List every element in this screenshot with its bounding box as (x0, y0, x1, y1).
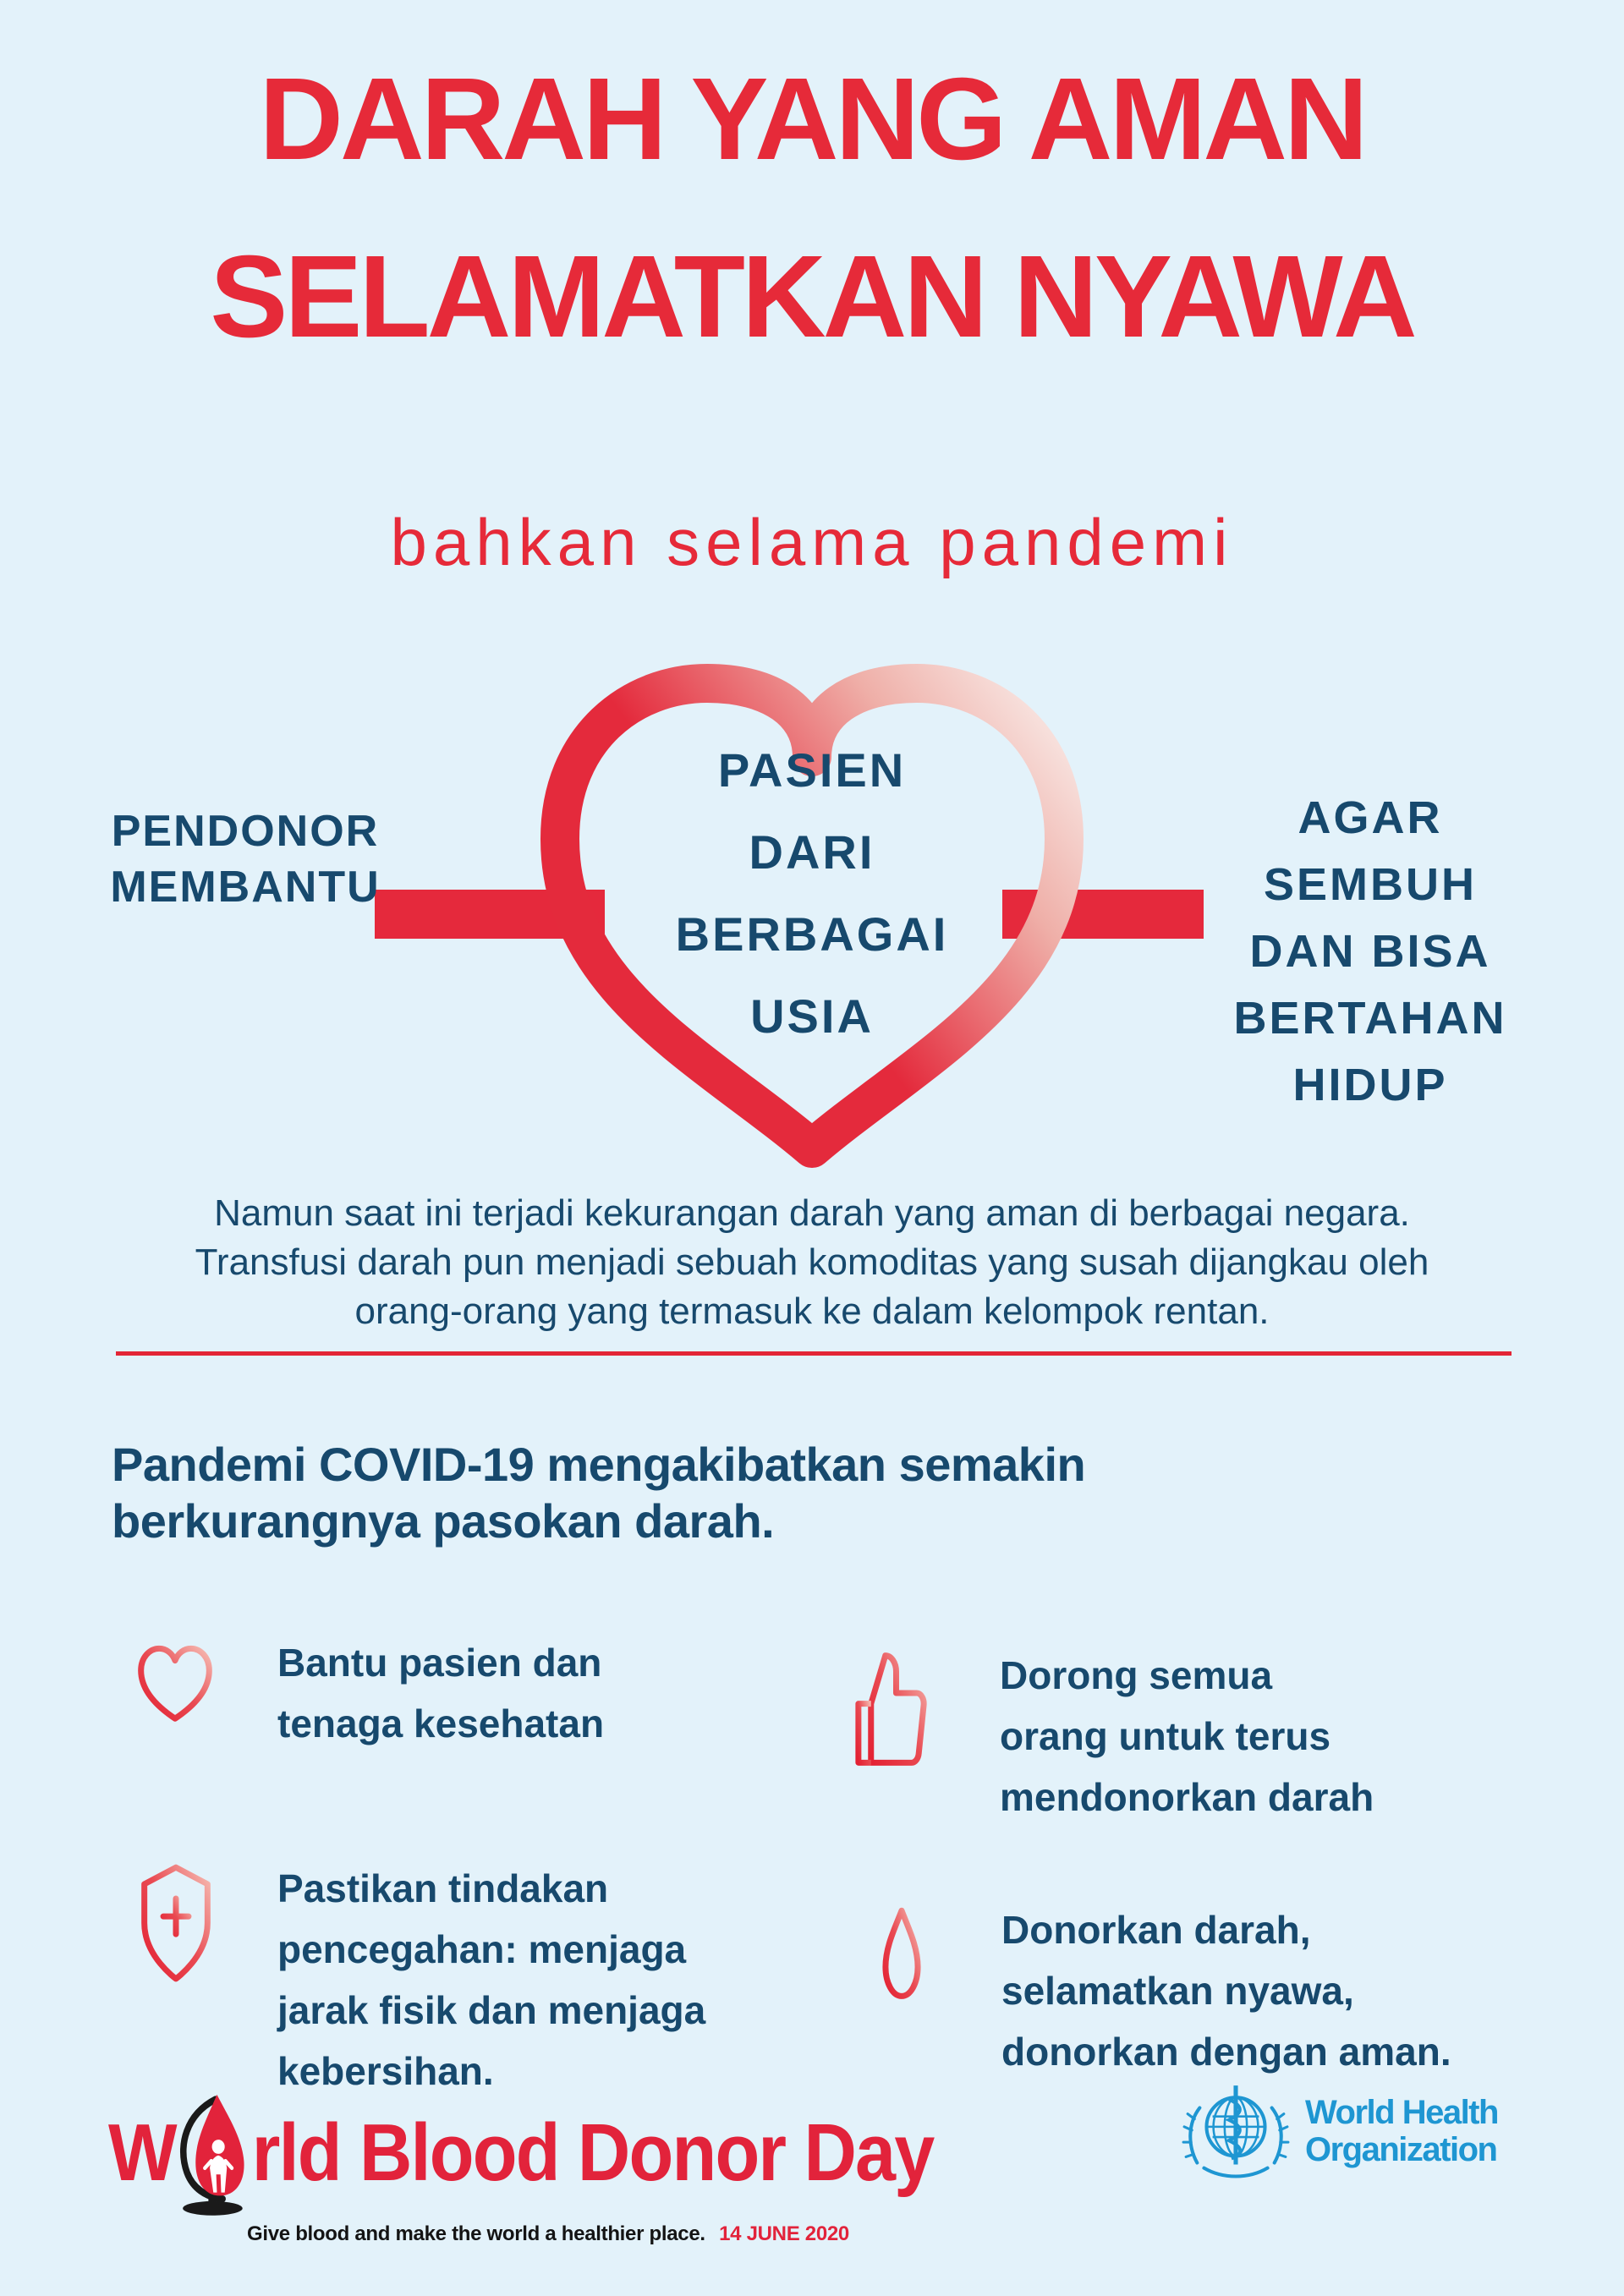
heart-label-patients-line: USIA (750, 989, 874, 1043)
shortage-paragraph-line: Namun saat ini terjadi kekurangan darah yang aman di berbagai negara. (214, 1192, 1410, 1234)
thumbs-up-icon (846, 1645, 932, 1773)
poster-title-line2: SELAMATKAN NYAWA (210, 232, 1414, 362)
who-logo-text-line: Organization (1305, 2131, 1497, 2168)
shortage-paragraph (0, 1189, 1624, 1336)
who-emblem-icon (1180, 2079, 1292, 2190)
heart-label-patients-line: PASIEN (717, 743, 907, 797)
list-item-text (1000, 1645, 1374, 1827)
heart-label-donors-line: MEMBANTU (110, 863, 381, 912)
heart-label-recovery-line: SEMBUH (1263, 859, 1477, 910)
list-item-text-line: donorkan dengan aman. (1001, 2030, 1451, 2074)
wbdd-date: 14 JUNE 2020 (719, 2222, 849, 2245)
shortage-paragraph-line: orang-orang yang termasuk ke dalam kelompok rentan. (354, 1290, 1270, 1332)
list-item-text-line: Donorkan darah, (1001, 1908, 1311, 1952)
heart-label-recovery-line: HIDUP (1292, 1060, 1448, 1110)
poster-title-line1: DARAH YANG AMAN (259, 54, 1365, 184)
divider-line (116, 1351, 1512, 1356)
wbdd-tagline (247, 2222, 849, 2246)
list-item-help-patients (129, 1630, 604, 1754)
list-item-text-line: mendonorkan darah (1000, 1775, 1374, 1819)
shield-cross-icon (129, 1856, 223, 1990)
list-item-text-line: pencegahan: menjaga (277, 1927, 687, 1971)
covid-heading-line: berkurangnya pasokan darah. (112, 1494, 775, 1548)
globe-blood-drop-icon (171, 2089, 256, 2217)
wbdd-logo-text: rld Blood Donor Day (251, 2107, 934, 2198)
who-logo-text (1305, 2094, 1498, 2168)
list-item-text-line: tenaga kesehatan (277, 1701, 605, 1745)
list-item-text-line: selamatkan nyawa, (1001, 1969, 1354, 2013)
wbdd-logo-text: W (108, 2107, 176, 2198)
heart-label-recovery-line: AGAR (1298, 792, 1443, 843)
list-item-text-line: Bantu pasien dan (277, 1641, 602, 1685)
list-item-text (1001, 1899, 1451, 2082)
list-item-text-line: jarak fisik dan menjaga (277, 1988, 706, 2032)
list-item-donate-safely (864, 1896, 1451, 2082)
list-item-text-line: kebersihan. (277, 2049, 494, 2093)
list-item-precautions (129, 1856, 705, 2101)
heart-label-recovery-line: BERTAHAN (1233, 993, 1507, 1044)
heart-label-patients-line: DARI (749, 825, 875, 879)
who-logo (1180, 2079, 1498, 2190)
list-item-text-line: Dorong semua (1000, 1653, 1273, 1697)
blood-drop-icon (864, 1896, 939, 2021)
wbdd-tagline-text: Give blood and make the world a healthier place. (247, 2222, 705, 2245)
heart-label-patients-line: BERBAGAI (675, 907, 949, 961)
covid-heading-line: Pandemi COVID-19 mengakibatkan semakin (112, 1438, 1086, 1491)
poster-subtitle: bahkan selama pandemi (390, 505, 1234, 579)
list-item-text (277, 1632, 604, 1754)
list-item-text-line: Pastikan tindakan (277, 1866, 609, 1910)
heart-icon (129, 1630, 222, 1734)
heart-label-donors (89, 803, 402, 915)
covid-heading (112, 1436, 1085, 1549)
shortage-paragraph-line: Transfusi darah pun menjadi sebuah komoditas yang susah dijangkau oleh (195, 1241, 1429, 1283)
heart-label-patients (617, 729, 1007, 1057)
list-item-text (277, 1858, 705, 2101)
list-item-text-line: orang untuk terus (1000, 1714, 1331, 1758)
heart-label-donors-line: PENDONOR (111, 807, 380, 856)
wbdd-logo (108, 2089, 934, 2217)
heart-label-recovery-line: DAN BISA (1249, 926, 1491, 977)
who-logo-text-line: World Health (1305, 2094, 1498, 2131)
heart-label-recovery (1222, 785, 1518, 1119)
list-item-encourage-donors (846, 1645, 1374, 1827)
